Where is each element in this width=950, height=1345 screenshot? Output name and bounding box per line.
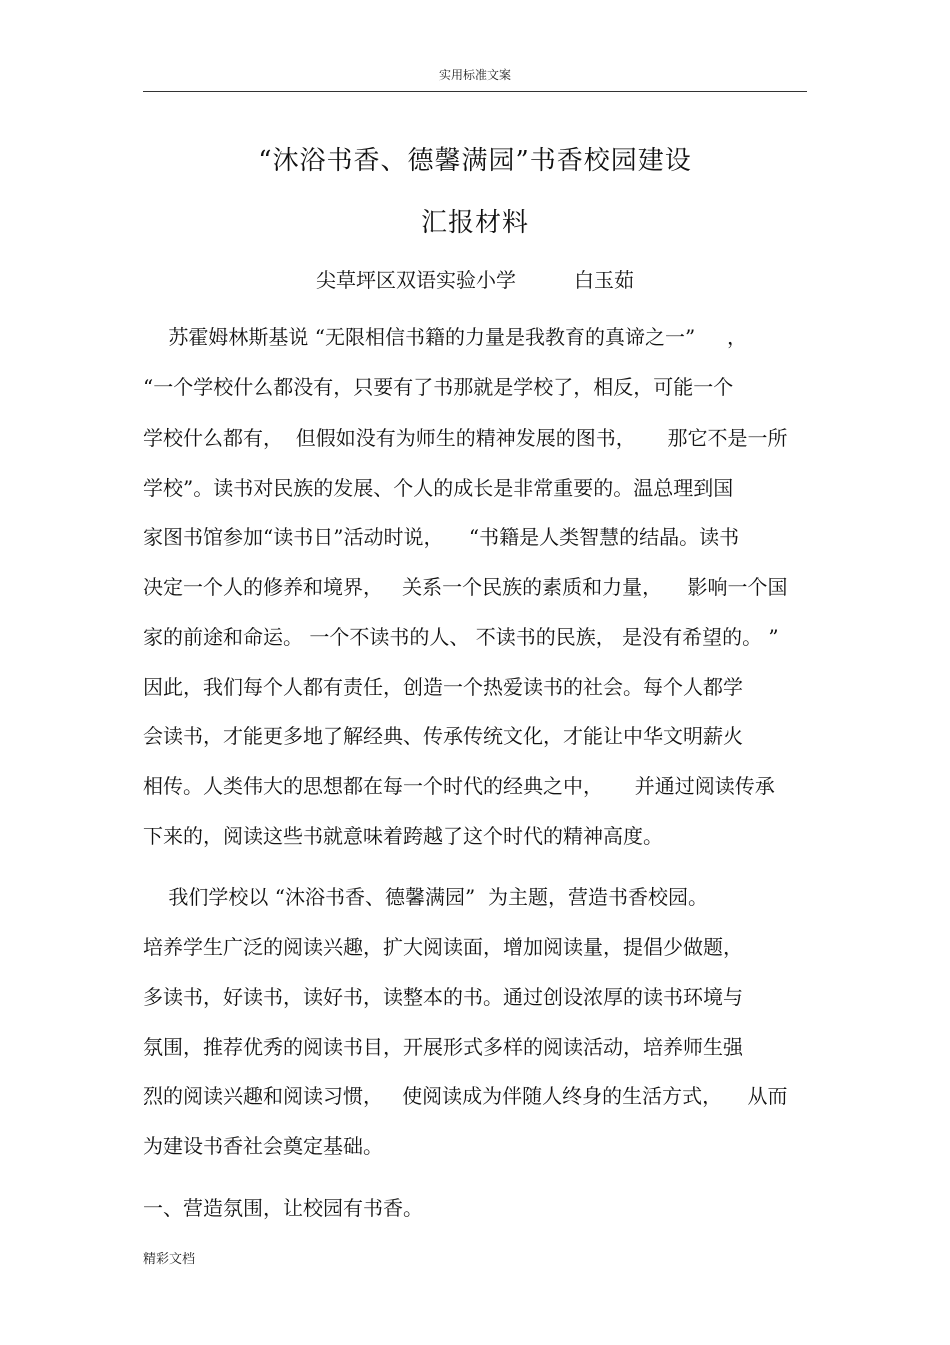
paragraph-line: 我们学校以 “沐浴书香、德馨满园” 为主题，营造书香校园。 [143, 885, 708, 909]
paragraph-line: 学校”。读书对民族的发展、个人的成长是非常重要的。温总理到国 [143, 476, 734, 500]
paragraph-line: “一个学校什么都没有，只要有了书那就是学校了，相反，可能一个 [143, 375, 734, 399]
paragraph-line: 下来的，阅读这些书就意味着跨越了这个时代的精神高度。 [143, 824, 663, 848]
author-name: 白玉茹 [574, 268, 634, 292]
paragraph-line: 烈的阅读兴趣和阅读习惯， 使阅读成为伴随人终身的生活方式， 从而 [143, 1084, 788, 1108]
paragraph-line: 因此，我们每个人都有责任，创造一个热爱读书的社会。每个人都学 [143, 675, 743, 699]
paragraph-line: 多读书，好读书，读好书，读整本的书。通过创设浓厚的读书环境与 [143, 985, 743, 1009]
paragraph-line: 苏霍姆林斯基说 “无限相信书籍的力量是我教育的真谛之一” ， [143, 325, 748, 349]
page-header: 实用标准文案 [438, 68, 511, 82]
document-subtitle: 汇报材料 [420, 208, 529, 238]
paragraph-line: 相传。人类伟大的思想都在每一个时代的经典之中， 并通过阅读传承 [143, 774, 775, 798]
paragraph-line: 决定一个人的修养和境界， 关系一个民族的素质和力量， 影响一个国 [143, 575, 788, 599]
paragraph-line: 培养学生广泛的阅读兴趣，扩大阅读面，增加阅读量，提倡少做题， [143, 935, 743, 959]
paragraph-line: 会读书，才能更多地了解经典、传承传统文化，才能让中华文明薪火 [143, 724, 743, 748]
paragraph-line: 为建设书香社会奠定基础。 [143, 1134, 383, 1158]
paragraph-line: 学校什么都有， 但假如没有为师生的精神发展的图书， 那它不是一所 [143, 426, 788, 450]
section-heading: 一、营造氛围，让校园有书香。 [143, 1196, 423, 1220]
paragraph-line: 氛围，推荐优秀的阅读书目，开展形式多样的阅读活动，培养师生强 [143, 1035, 743, 1059]
school-name: 尖草坪区双语实验小学 [316, 268, 516, 292]
paragraph-line: 家图书馆参加“读书日”活动时说， “书籍是人类智慧的结晶。读书 [143, 525, 740, 549]
byline [143, 264, 807, 293]
document-title: “沐浴书香、德馨满园”书香校园建设 [258, 146, 692, 176]
page-footer: 精彩文档 [143, 1252, 196, 1267]
paragraph-line: 家的前途和命运。 一个不读书的人、 不读书的民族， 是没有希望的。 ” [143, 625, 779, 649]
header-divider [143, 91, 807, 92]
